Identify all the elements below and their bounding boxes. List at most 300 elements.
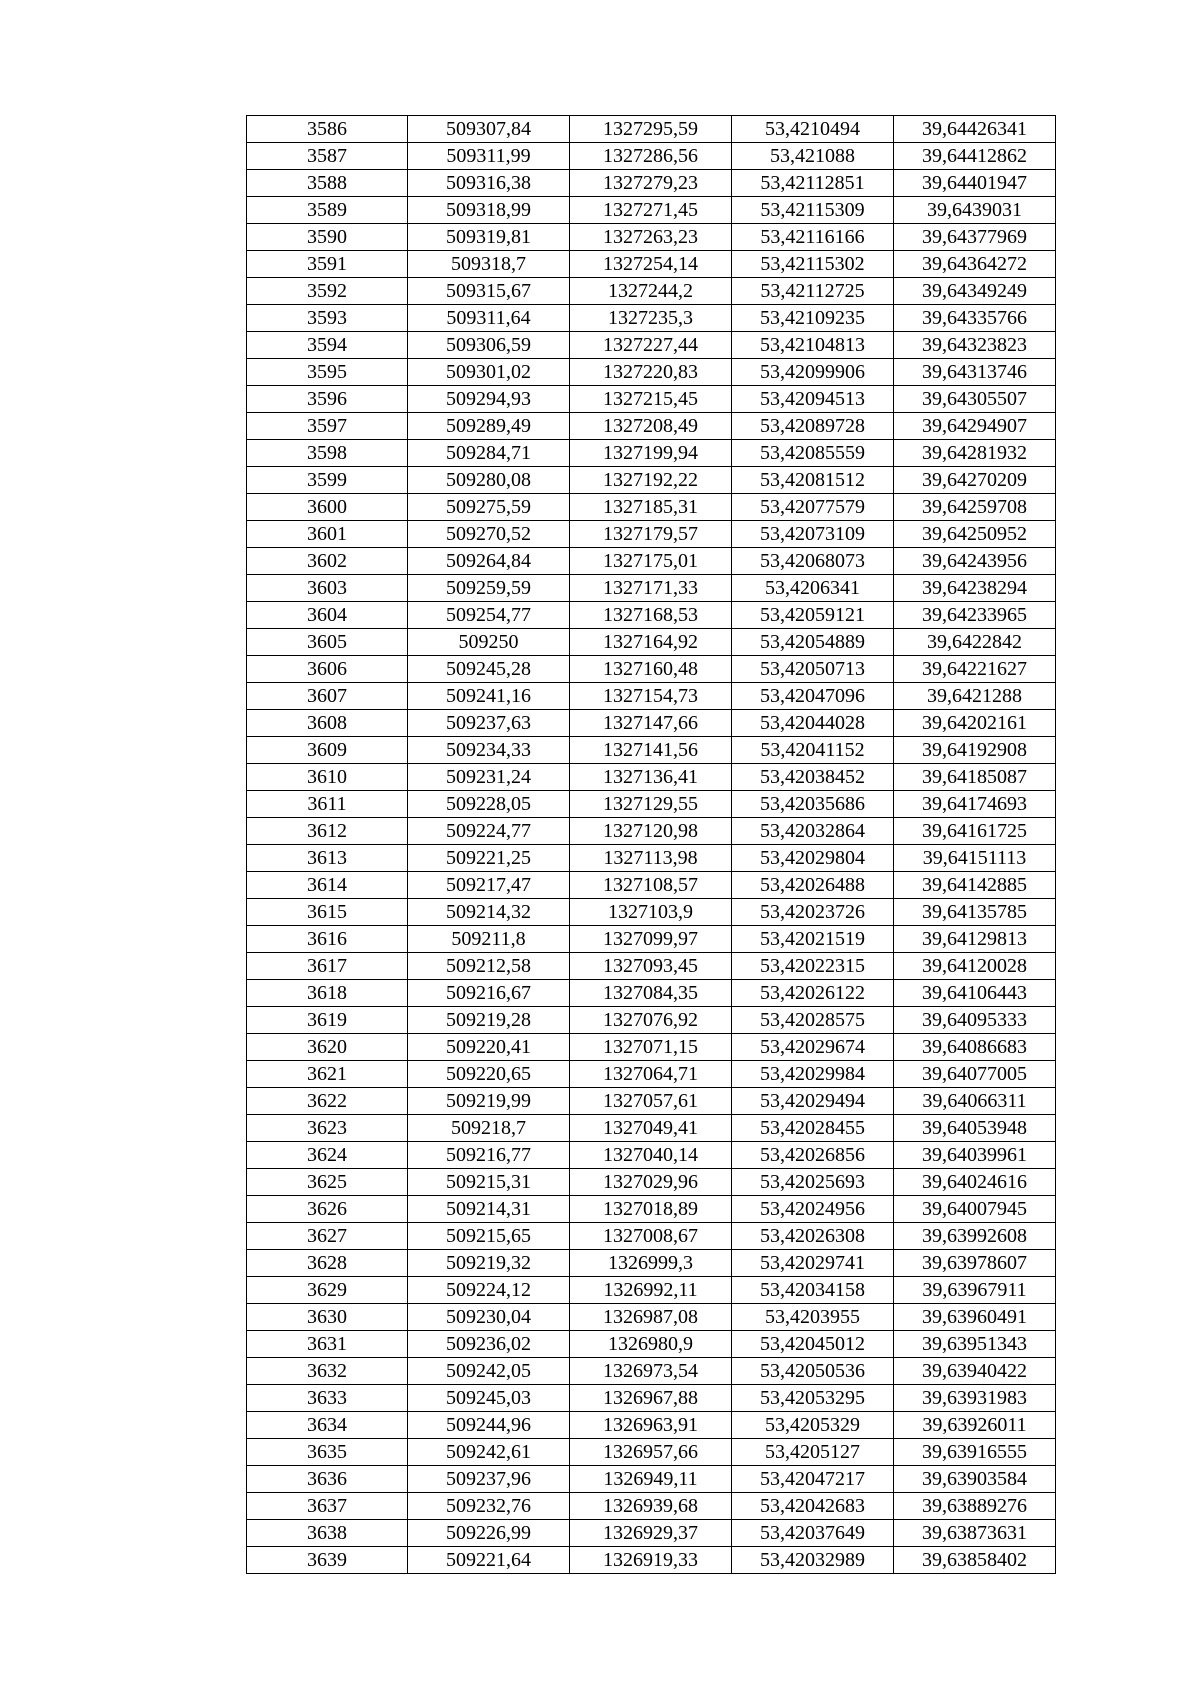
table-row — [247, 1547, 1056, 1574]
y-coordinate-cell: 1327108,57 — [570, 872, 732, 899]
x-coordinate-cell: 509284,71 — [408, 440, 570, 467]
x-coordinate-cell: 509236,02 — [408, 1331, 570, 1358]
latitude-cell: 53,42094513 — [732, 386, 894, 413]
latitude-cell: 53,42054889 — [732, 629, 894, 656]
latitude-cell: 53,421088 — [732, 143, 894, 170]
longitude-cell: 39,63873631 — [894, 1520, 1056, 1547]
x-coordinate-cell: 509254,77 — [408, 602, 570, 629]
point-number-cell: 3635 — [247, 1439, 408, 1466]
y-coordinate-cell: 1327164,92 — [570, 629, 732, 656]
y-coordinate-cell: 1327208,49 — [570, 413, 732, 440]
x-coordinate-cell: 509214,32 — [408, 899, 570, 926]
longitude-cell: 39,64192908 — [894, 737, 1056, 764]
point-number-cell: 3622 — [247, 1088, 408, 1115]
longitude-cell: 39,64007945 — [894, 1196, 1056, 1223]
table-row — [247, 494, 1056, 521]
longitude-cell: 39,63858402 — [894, 1547, 1056, 1574]
point-number-cell: 3603 — [247, 575, 408, 602]
latitude-cell: 53,42112851 — [732, 170, 894, 197]
table-row — [247, 467, 1056, 494]
longitude-cell: 39,63931983 — [894, 1385, 1056, 1412]
y-coordinate-cell: 1327185,31 — [570, 494, 732, 521]
point-number-cell: 3597 — [247, 413, 408, 440]
y-coordinate-cell: 1327084,35 — [570, 980, 732, 1007]
longitude-cell: 39,64129813 — [894, 926, 1056, 953]
x-coordinate-cell: 509221,25 — [408, 845, 570, 872]
latitude-cell: 53,42029984 — [732, 1061, 894, 1088]
x-coordinate-cell: 509212,58 — [408, 953, 570, 980]
y-coordinate-cell: 1326999,3 — [570, 1250, 732, 1277]
table-row — [247, 1304, 1056, 1331]
longitude-cell: 39,6421288 — [894, 683, 1056, 710]
latitude-cell: 53,42053295 — [732, 1385, 894, 1412]
table-row — [247, 1196, 1056, 1223]
longitude-cell: 39,64313746 — [894, 359, 1056, 386]
longitude-cell: 39,64142885 — [894, 872, 1056, 899]
x-coordinate-cell: 509294,93 — [408, 386, 570, 413]
longitude-cell: 39,64024616 — [894, 1169, 1056, 1196]
y-coordinate-cell: 1327103,9 — [570, 899, 732, 926]
longitude-cell: 39,63903584 — [894, 1466, 1056, 1493]
point-number-cell: 3612 — [247, 818, 408, 845]
x-coordinate-cell: 509319,81 — [408, 224, 570, 251]
longitude-cell: 39,64135785 — [894, 899, 1056, 926]
longitude-cell: 39,64174693 — [894, 791, 1056, 818]
point-number-cell: 3627 — [247, 1223, 408, 1250]
table-row — [247, 251, 1056, 278]
point-number-cell: 3634 — [247, 1412, 408, 1439]
table-row — [247, 656, 1056, 683]
longitude-cell: 39,64053948 — [894, 1115, 1056, 1142]
y-coordinate-cell: 1326992,11 — [570, 1277, 732, 1304]
longitude-cell: 39,64151113 — [894, 845, 1056, 872]
table-row — [247, 1439, 1056, 1466]
latitude-cell: 53,42025693 — [732, 1169, 894, 1196]
latitude-cell: 53,42037649 — [732, 1520, 894, 1547]
latitude-cell: 53,42081512 — [732, 467, 894, 494]
x-coordinate-cell: 509216,77 — [408, 1142, 570, 1169]
table-row — [247, 1250, 1056, 1277]
y-coordinate-cell: 1327199,94 — [570, 440, 732, 467]
y-coordinate-cell: 1327263,23 — [570, 224, 732, 251]
point-number-cell: 3620 — [247, 1034, 408, 1061]
point-number-cell: 3615 — [247, 899, 408, 926]
point-number-cell: 3605 — [247, 629, 408, 656]
latitude-cell: 53,42026308 — [732, 1223, 894, 1250]
y-coordinate-cell: 1327113,98 — [570, 845, 732, 872]
point-number-cell: 3625 — [247, 1169, 408, 1196]
longitude-cell: 39,64039961 — [894, 1142, 1056, 1169]
latitude-cell: 53,42029741 — [732, 1250, 894, 1277]
latitude-cell: 53,42099906 — [732, 359, 894, 386]
point-number-cell: 3610 — [247, 764, 408, 791]
y-coordinate-cell: 1327171,33 — [570, 575, 732, 602]
y-coordinate-cell: 1327295,59 — [570, 116, 732, 143]
latitude-cell: 53,42024956 — [732, 1196, 894, 1223]
y-coordinate-cell: 1327215,45 — [570, 386, 732, 413]
point-number-cell: 3629 — [247, 1277, 408, 1304]
x-coordinate-cell: 509219,28 — [408, 1007, 570, 1034]
table-row — [247, 764, 1056, 791]
latitude-cell: 53,42112725 — [732, 278, 894, 305]
y-coordinate-cell: 1327120,98 — [570, 818, 732, 845]
longitude-cell: 39,64377969 — [894, 224, 1056, 251]
y-coordinate-cell: 1327192,22 — [570, 467, 732, 494]
latitude-cell: 53,4203955 — [732, 1304, 894, 1331]
x-coordinate-cell: 509232,76 — [408, 1493, 570, 1520]
y-coordinate-cell: 1327029,96 — [570, 1169, 732, 1196]
latitude-cell: 53,42029804 — [732, 845, 894, 872]
point-number-cell: 3602 — [247, 548, 408, 575]
longitude-cell: 39,64401947 — [894, 170, 1056, 197]
latitude-cell: 53,42028575 — [732, 1007, 894, 1034]
longitude-cell: 39,64281932 — [894, 440, 1056, 467]
x-coordinate-cell: 509220,41 — [408, 1034, 570, 1061]
point-number-cell: 3613 — [247, 845, 408, 872]
y-coordinate-cell: 1327049,41 — [570, 1115, 732, 1142]
longitude-cell: 39,6439031 — [894, 197, 1056, 224]
point-number-cell: 3630 — [247, 1304, 408, 1331]
x-coordinate-cell: 509237,63 — [408, 710, 570, 737]
point-number-cell: 3618 — [247, 980, 408, 1007]
point-number-cell: 3607 — [247, 683, 408, 710]
y-coordinate-cell: 1327141,56 — [570, 737, 732, 764]
latitude-cell: 53,42021519 — [732, 926, 894, 953]
longitude-cell: 39,64250952 — [894, 521, 1056, 548]
table-row — [247, 1223, 1056, 1250]
point-number-cell: 3599 — [247, 467, 408, 494]
y-coordinate-cell: 1327129,55 — [570, 791, 732, 818]
x-coordinate-cell: 509241,16 — [408, 683, 570, 710]
x-coordinate-cell: 509221,64 — [408, 1547, 570, 1574]
coordinates-table — [246, 115, 1056, 1574]
y-coordinate-cell: 1327160,48 — [570, 656, 732, 683]
y-coordinate-cell: 1327147,66 — [570, 710, 732, 737]
longitude-cell: 39,64120028 — [894, 953, 1056, 980]
latitude-cell: 53,42115302 — [732, 251, 894, 278]
x-coordinate-cell: 509270,52 — [408, 521, 570, 548]
longitude-cell: 39,64233965 — [894, 602, 1056, 629]
table-row — [247, 359, 1056, 386]
point-number-cell: 3587 — [247, 143, 408, 170]
x-coordinate-cell: 509311,64 — [408, 305, 570, 332]
latitude-cell: 53,42045012 — [732, 1331, 894, 1358]
longitude-cell: 39,64259708 — [894, 494, 1056, 521]
table-row — [247, 1277, 1056, 1304]
point-number-cell: 3592 — [247, 278, 408, 305]
latitude-cell: 53,42041152 — [732, 737, 894, 764]
table-row — [247, 197, 1056, 224]
table-row — [247, 170, 1056, 197]
point-number-cell: 3617 — [247, 953, 408, 980]
longitude-cell: 39,64221627 — [894, 656, 1056, 683]
longitude-cell: 39,64238294 — [894, 575, 1056, 602]
x-coordinate-cell: 509211,8 — [408, 926, 570, 953]
y-coordinate-cell: 1327071,15 — [570, 1034, 732, 1061]
latitude-cell: 53,42034158 — [732, 1277, 894, 1304]
longitude-cell: 39,64077005 — [894, 1061, 1056, 1088]
x-coordinate-cell: 509215,31 — [408, 1169, 570, 1196]
table-row — [247, 1385, 1056, 1412]
latitude-cell: 53,42047217 — [732, 1466, 894, 1493]
point-number-cell: 3611 — [247, 791, 408, 818]
latitude-cell: 53,42029494 — [732, 1088, 894, 1115]
longitude-cell: 39,6422842 — [894, 629, 1056, 656]
table-row — [247, 818, 1056, 845]
table-row — [247, 1142, 1056, 1169]
y-coordinate-cell: 1327244,2 — [570, 278, 732, 305]
y-coordinate-cell: 1327136,41 — [570, 764, 732, 791]
longitude-cell: 39,64349249 — [894, 278, 1056, 305]
x-coordinate-cell: 509234,33 — [408, 737, 570, 764]
point-number-cell: 3637 — [247, 1493, 408, 1520]
point-number-cell: 3590 — [247, 224, 408, 251]
table-row — [247, 1088, 1056, 1115]
y-coordinate-cell: 1327076,92 — [570, 1007, 732, 1034]
table-row — [247, 575, 1056, 602]
longitude-cell: 39,63916555 — [894, 1439, 1056, 1466]
table-row — [247, 1412, 1056, 1439]
x-coordinate-cell: 509311,99 — [408, 143, 570, 170]
y-coordinate-cell: 1326980,9 — [570, 1331, 732, 1358]
point-number-cell: 3621 — [247, 1061, 408, 1088]
longitude-cell: 39,64323823 — [894, 332, 1056, 359]
x-coordinate-cell: 509244,96 — [408, 1412, 570, 1439]
longitude-cell: 39,64066311 — [894, 1088, 1056, 1115]
point-number-cell: 3606 — [247, 656, 408, 683]
table-row — [247, 1007, 1056, 1034]
latitude-cell: 53,42050536 — [732, 1358, 894, 1385]
y-coordinate-cell: 1327168,53 — [570, 602, 732, 629]
latitude-cell: 53,42044028 — [732, 710, 894, 737]
point-number-cell: 3636 — [247, 1466, 408, 1493]
x-coordinate-cell: 509214,31 — [408, 1196, 570, 1223]
x-coordinate-cell: 509230,04 — [408, 1304, 570, 1331]
x-coordinate-cell: 509220,65 — [408, 1061, 570, 1088]
latitude-cell: 53,42059121 — [732, 602, 894, 629]
table-row — [247, 413, 1056, 440]
x-coordinate-cell: 509231,24 — [408, 764, 570, 791]
table-row — [247, 953, 1056, 980]
point-number-cell: 3600 — [247, 494, 408, 521]
x-coordinate-cell: 509275,59 — [408, 494, 570, 521]
latitude-cell: 53,42077579 — [732, 494, 894, 521]
point-number-cell: 3639 — [247, 1547, 408, 1574]
x-coordinate-cell: 509219,99 — [408, 1088, 570, 1115]
latitude-cell: 53,42089728 — [732, 413, 894, 440]
x-coordinate-cell: 509306,59 — [408, 332, 570, 359]
latitude-cell: 53,4205127 — [732, 1439, 894, 1466]
table-row — [247, 1466, 1056, 1493]
table-row — [247, 1061, 1056, 1088]
latitude-cell: 53,4206341 — [732, 575, 894, 602]
table-row — [247, 116, 1056, 143]
longitude-cell: 39,63940422 — [894, 1358, 1056, 1385]
x-coordinate-cell: 509215,65 — [408, 1223, 570, 1250]
latitude-cell: 53,42042683 — [732, 1493, 894, 1520]
longitude-cell: 39,64305507 — [894, 386, 1056, 413]
table-row — [247, 386, 1056, 413]
x-coordinate-cell: 509219,32 — [408, 1250, 570, 1277]
longitude-cell: 39,64270209 — [894, 467, 1056, 494]
x-coordinate-cell: 509245,03 — [408, 1385, 570, 1412]
y-coordinate-cell: 1327008,67 — [570, 1223, 732, 1250]
longitude-cell: 39,64185087 — [894, 764, 1056, 791]
x-coordinate-cell: 509264,84 — [408, 548, 570, 575]
latitude-cell: 53,42029674 — [732, 1034, 894, 1061]
point-number-cell: 3608 — [247, 710, 408, 737]
table-row — [247, 224, 1056, 251]
point-number-cell: 3601 — [247, 521, 408, 548]
y-coordinate-cell: 1327279,23 — [570, 170, 732, 197]
longitude-cell: 39,63967911 — [894, 1277, 1056, 1304]
y-coordinate-cell: 1326929,37 — [570, 1520, 732, 1547]
point-number-cell: 3623 — [247, 1115, 408, 1142]
y-coordinate-cell: 1327175,01 — [570, 548, 732, 575]
latitude-cell: 53,42038452 — [732, 764, 894, 791]
longitude-cell: 39,64086683 — [894, 1034, 1056, 1061]
point-number-cell: 3631 — [247, 1331, 408, 1358]
x-coordinate-cell: 509217,47 — [408, 872, 570, 899]
latitude-cell: 53,42104813 — [732, 332, 894, 359]
x-coordinate-cell: 509318,7 — [408, 251, 570, 278]
table-row — [247, 872, 1056, 899]
y-coordinate-cell: 1326957,66 — [570, 1439, 732, 1466]
point-number-cell: 3598 — [247, 440, 408, 467]
latitude-cell: 53,42028455 — [732, 1115, 894, 1142]
latitude-cell: 53,42026122 — [732, 980, 894, 1007]
y-coordinate-cell: 1327057,61 — [570, 1088, 732, 1115]
longitude-cell: 39,64412862 — [894, 143, 1056, 170]
x-coordinate-cell: 509242,05 — [408, 1358, 570, 1385]
y-coordinate-cell: 1327093,45 — [570, 953, 732, 980]
table-row — [247, 1493, 1056, 1520]
table-row — [247, 980, 1056, 1007]
longitude-cell: 39,63951343 — [894, 1331, 1056, 1358]
point-number-cell: 3593 — [247, 305, 408, 332]
y-coordinate-cell: 1326939,68 — [570, 1493, 732, 1520]
point-number-cell: 3638 — [247, 1520, 408, 1547]
latitude-cell: 53,42085559 — [732, 440, 894, 467]
point-number-cell: 3609 — [247, 737, 408, 764]
longitude-cell: 39,63992608 — [894, 1223, 1056, 1250]
x-coordinate-cell: 509289,49 — [408, 413, 570, 440]
x-coordinate-cell: 509307,84 — [408, 116, 570, 143]
longitude-cell: 39,64364272 — [894, 251, 1056, 278]
x-coordinate-cell: 509250 — [408, 629, 570, 656]
longitude-cell: 39,64294907 — [894, 413, 1056, 440]
y-coordinate-cell: 1327018,89 — [570, 1196, 732, 1223]
x-coordinate-cell: 509216,67 — [408, 980, 570, 1007]
longitude-cell: 39,64095333 — [894, 1007, 1056, 1034]
y-coordinate-cell: 1327154,73 — [570, 683, 732, 710]
longitude-cell: 39,63978607 — [894, 1250, 1056, 1277]
table-row — [247, 278, 1056, 305]
longitude-cell: 39,63926011 — [894, 1412, 1056, 1439]
y-coordinate-cell: 1326967,88 — [570, 1385, 732, 1412]
longitude-cell: 39,63889276 — [894, 1493, 1056, 1520]
table-row — [247, 143, 1056, 170]
table-row — [247, 683, 1056, 710]
coordinates-table-body — [247, 116, 1056, 1574]
x-coordinate-cell: 509245,28 — [408, 656, 570, 683]
table-row — [247, 521, 1056, 548]
table-row — [247, 845, 1056, 872]
table-row — [247, 305, 1056, 332]
longitude-cell: 39,63960491 — [894, 1304, 1056, 1331]
point-number-cell: 3619 — [247, 1007, 408, 1034]
point-number-cell: 3628 — [247, 1250, 408, 1277]
point-number-cell: 3624 — [247, 1142, 408, 1169]
longitude-cell: 39,64243956 — [894, 548, 1056, 575]
y-coordinate-cell: 1326973,54 — [570, 1358, 732, 1385]
point-number-cell: 3633 — [247, 1385, 408, 1412]
latitude-cell: 53,42026488 — [732, 872, 894, 899]
latitude-cell: 53,42068073 — [732, 548, 894, 575]
table-row — [247, 899, 1056, 926]
longitude-cell: 39,64161725 — [894, 818, 1056, 845]
y-coordinate-cell: 1327254,14 — [570, 251, 732, 278]
x-coordinate-cell: 509224,77 — [408, 818, 570, 845]
x-coordinate-cell: 509242,61 — [408, 1439, 570, 1466]
y-coordinate-cell: 1326919,33 — [570, 1547, 732, 1574]
table-row — [247, 926, 1056, 953]
x-coordinate-cell: 509228,05 — [408, 791, 570, 818]
latitude-cell: 53,42109235 — [732, 305, 894, 332]
y-coordinate-cell: 1327235,3 — [570, 305, 732, 332]
latitude-cell: 53,42073109 — [732, 521, 894, 548]
latitude-cell: 53,42032989 — [732, 1547, 894, 1574]
point-number-cell: 3589 — [247, 197, 408, 224]
point-number-cell: 3586 — [247, 116, 408, 143]
y-coordinate-cell: 1327227,44 — [570, 332, 732, 359]
y-coordinate-cell: 1326949,11 — [570, 1466, 732, 1493]
x-coordinate-cell: 509280,08 — [408, 467, 570, 494]
x-coordinate-cell: 509318,99 — [408, 197, 570, 224]
table-row — [247, 1034, 1056, 1061]
x-coordinate-cell: 509237,96 — [408, 1466, 570, 1493]
y-coordinate-cell: 1327064,71 — [570, 1061, 732, 1088]
table-row — [247, 737, 1056, 764]
longitude-cell: 39,64426341 — [894, 116, 1056, 143]
y-coordinate-cell: 1327099,97 — [570, 926, 732, 953]
point-number-cell: 3594 — [247, 332, 408, 359]
point-number-cell: 3596 — [247, 386, 408, 413]
table-row — [247, 602, 1056, 629]
point-number-cell: 3632 — [247, 1358, 408, 1385]
point-number-cell: 3604 — [247, 602, 408, 629]
table-row — [247, 548, 1056, 575]
table-row — [247, 332, 1056, 359]
point-number-cell: 3588 — [247, 170, 408, 197]
table-row — [247, 710, 1056, 737]
x-coordinate-cell: 509224,12 — [408, 1277, 570, 1304]
latitude-cell: 53,4210494 — [732, 116, 894, 143]
table-row — [247, 1520, 1056, 1547]
latitude-cell: 53,42116166 — [732, 224, 894, 251]
table-row — [247, 629, 1056, 656]
point-number-cell: 3595 — [247, 359, 408, 386]
longitude-cell: 39,64202161 — [894, 710, 1056, 737]
y-coordinate-cell: 1327220,83 — [570, 359, 732, 386]
y-coordinate-cell: 1327271,45 — [570, 197, 732, 224]
latitude-cell: 53,42047096 — [732, 683, 894, 710]
x-coordinate-cell: 509316,38 — [408, 170, 570, 197]
table-row — [247, 791, 1056, 818]
point-number-cell: 3614 — [247, 872, 408, 899]
y-coordinate-cell: 1327286,56 — [570, 143, 732, 170]
latitude-cell: 53,42035686 — [732, 791, 894, 818]
